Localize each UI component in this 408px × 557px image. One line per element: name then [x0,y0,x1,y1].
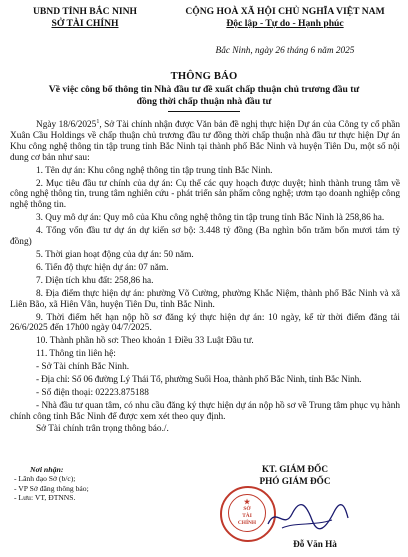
footnote-marker: 1 [96,118,100,125]
seal-text: TÀI [242,513,252,519]
document-subject [0,84,408,108]
item-9: 9. Thời điểm hết hạn nộp hồ sơ đăng ký thực hiện dự án: 10 ngày, kể từ thời điểm đăng tải 26/6/2025 đến 17h00 ngày 04/7/2025. [10,312,400,334]
seal-text: CHÍNH [237,520,257,526]
subject-line-1: Về việc công bố thông tin Nhà đầu tư đề xuất chấp thuận chủ trương đầu tư [48,84,360,95]
closing-statement: Sở Tài chính trân trọng thông báo./. [36,423,169,434]
recipient-item: - Lưu: VT, ĐTNNS. [14,493,76,503]
agency-name: SỞ TÀI CHÍNH [51,18,119,29]
date-day: 26 [275,46,285,56]
motto [168,18,402,29]
item-7: 7. Diện tích khu đất: 258,86 ha. [36,275,154,286]
recipients-heading: Nơi nhận: [30,465,64,474]
motto-text: Độc lập - Tự do - Hạnh phúc [226,18,344,29]
country-name: CỘNG HOÀ XÃ HỘI CHỦ NGHĨA VIỆT NAM [185,6,385,17]
recipient-item: - Lãnh đạo Sở (b/c); [14,474,76,484]
subject-line-2: đồng thời chấp thuận nhà đầu tư [136,96,272,107]
issue-date [168,46,402,56]
date-month: 6 [310,46,316,56]
recipient-item: - VP Sở đăng thông báo; [14,483,89,493]
contact-name: - Sở Tài chính Bắc Ninh. [36,362,130,373]
item-4: 4. Tổng vốn đầu tư dự án dự kiến sơ bộ: 3.448 tỷ đồng (Ba nghìn bốn trăm bốn mươi tám tỷ đồng) [10,226,400,248]
signature-title: KT. GIÁM ĐỐC [262,464,328,474]
subject-divider [168,111,240,112]
agency-parent: UBND TỈNH BẮC NINH [32,6,138,17]
item-1: 1. Tên dự án: Khu công nghệ thông tin tập trung tỉnh Bắc Ninh. [36,165,273,176]
seal-text: SỞ [243,506,251,512]
contact-address: - Địa chỉ: Số 06 đường Lý Thái Tổ, phường Suối Hoa, thành phố Bắc Ninh, tỉnh Bắc Ninh. [36,375,362,386]
intro-paragraph [10,120,400,164]
star-icon: ★ [243,498,251,506]
item-2: 2. Mục tiêu đầu tư chính của dự án: Cụ thể các quy hoạch được duyệt; hình thành trung tâm về công nghệ thông tin, trung tâm nghiên cứu - phát triển sản phẩm công nghệ; ươm tạo doanh nghiệp công nghệ thông tin. [10,178,400,211]
seal-center [228,494,266,532]
item-5: 5. Thời gian hoạt động của dự án: 50 năm. [36,249,194,260]
recipients-block [14,465,164,503]
item-8: 8. Địa điểm thực hiện dự án: phường Võ Cường, phường Khắc Niệm, thành phố Bắc Ninh và xã Liên Bão, xã Hiên Vân, huyện Tiên Du, tỉnh Bắc Ninh. [10,288,400,310]
document-body [10,120,400,435]
intro-text: , Sở Tài chính nhận được Văn bản đề nghị thực hiện Dự án của Công ty cổ phần Xuân Cầu Holdings về chấp thuận chủ trương đầu tư đồng thời chấp thuận nhà đầu tư thực hiện Dự án Khu công nghệ thông tin tập trung tỉnh Bắc Ninh tại thành phố Bắc Ninh và huyện Tiên Du, một số nội dung cơ bản như sau: [10,120,401,163]
signature-position: PHÓ GIÁM ĐỐC [259,476,331,486]
document-type: THÔNG BÁO [170,71,238,82]
item-11: 11. Thông tin liên hệ: [36,349,116,360]
item-3: 3. Quy mô dự án: Quy mô của Khu công nghệ thông tin tập trung tỉnh Bắc Ninh là 258,86 ha. [36,213,385,224]
contact-phone: - Số điện thoại: 02223.875188 [36,387,149,398]
signer-name: Đỗ Văn Hà [293,539,337,549]
date-month-word: tháng [284,46,311,56]
date-place: Bắc Ninh, ngày [215,46,276,56]
intro-date: Ngày 18/6/2025 [36,120,97,130]
handwritten-signature [262,500,352,534]
date-year: năm 2025 [315,46,355,56]
closing-notice: - Nhà đầu tư quan tâm, có nhu cầu đăng ký thực hiện dự án nộp hồ sơ về Trung tâm phục vụ hành chính công tỉnh Bắc Ninh để được xem xét theo quy định. [10,400,400,422]
item-10: 10. Thành phần hồ sơ: Theo khoản 1 Điều 33 Luật Đầu tư. [36,336,254,347]
item-6: 6. Tiến độ thực hiện dự án: 07 năm. [36,262,169,273]
